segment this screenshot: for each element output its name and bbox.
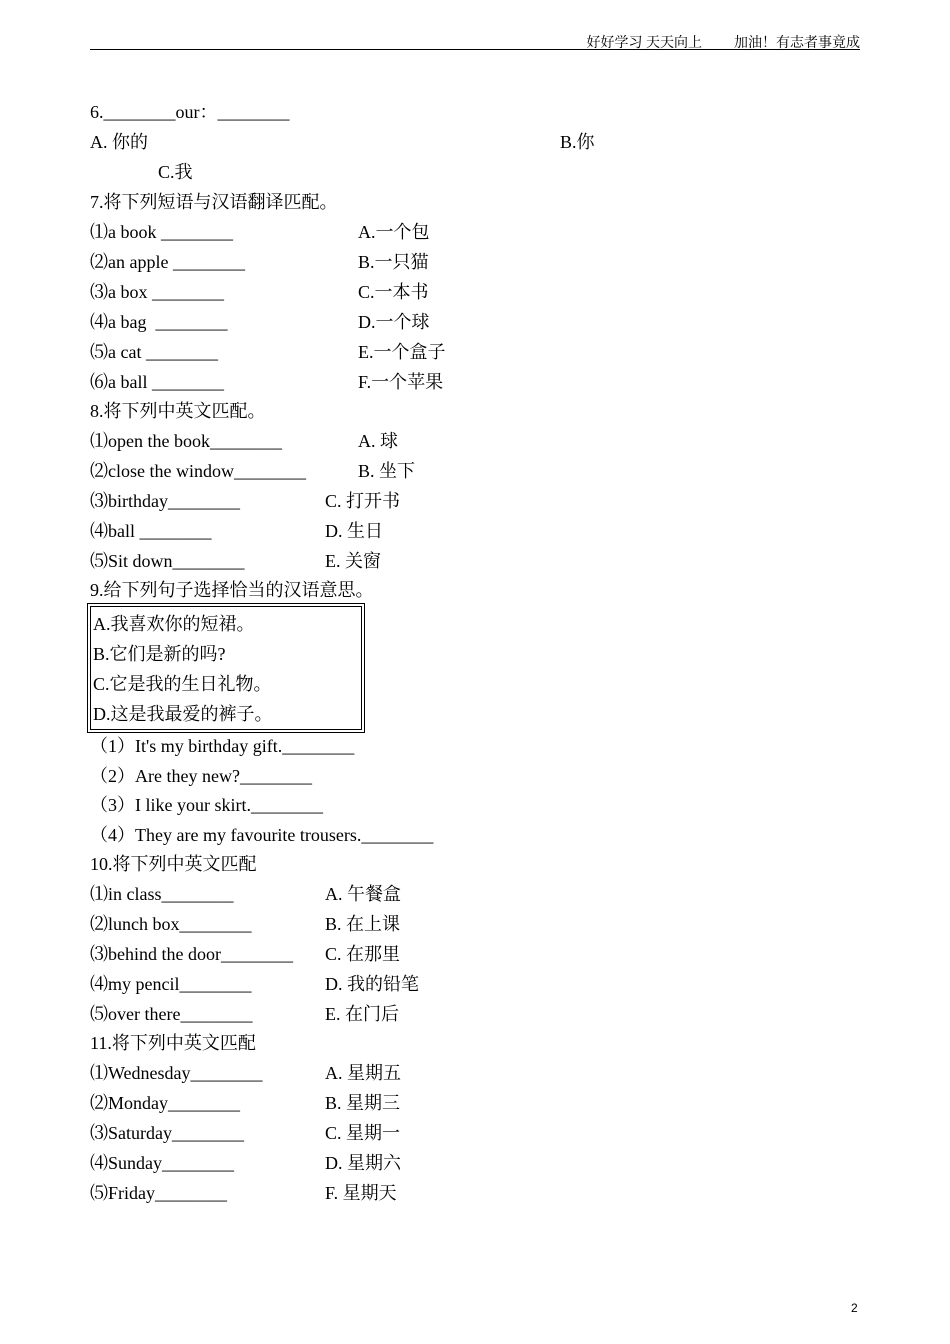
q6-option-c: C.我 <box>158 162 193 182</box>
q10-item-right: C. 在那里 <box>325 944 401 964</box>
q8-item-right: C. 打开书 <box>325 491 401 511</box>
q8-item-right: D. 生日 <box>325 521 383 541</box>
q6-option-a: A. 你的 <box>90 132 148 152</box>
q11-item-left: ⑸Friday________ <box>90 1183 227 1203</box>
q9-item: （3）I like your skirt.________ <box>90 795 323 815</box>
q8-title: 8.将下列中英文匹配。 <box>90 401 266 421</box>
q7-title: 7.将下列短语与汉语翻译匹配。 <box>90 192 338 212</box>
q7-item-left: ⑴a book ________ <box>90 222 233 242</box>
page-number: 2 <box>851 1301 858 1315</box>
q10-item-right: A. 午餐盒 <box>325 884 401 904</box>
header-motto-right: 加油！有志者事竟成 <box>734 36 860 51</box>
q10-item-left: ⑸over there________ <box>90 1004 253 1024</box>
q10-item-left: ⑵lunch box________ <box>90 914 252 934</box>
q8-item-right: A. 球 <box>358 431 398 451</box>
q9-item: （4）They are my favourite trousers.________ <box>90 825 434 845</box>
q10-item-right: B. 在上课 <box>325 914 401 934</box>
q11-item-left: ⑶Saturday________ <box>90 1123 244 1143</box>
q10-item-right: E. 在门后 <box>325 1004 399 1024</box>
q11-title: 11.将下列中英文匹配 <box>90 1033 256 1053</box>
q7-item-right: C.一本书 <box>358 282 429 302</box>
q10-item-left: ⑷my pencil________ <box>90 974 252 994</box>
q10-title: 10.将下列中英文匹配 <box>90 854 257 874</box>
q11-item-right: D. 星期六 <box>325 1153 401 1173</box>
q7-item-right: B.一只猫 <box>358 252 429 272</box>
q11-item-right: B. 星期三 <box>325 1093 401 1113</box>
q7-item-left: ⑷a bag ________ <box>90 312 228 332</box>
q8-item-left: ⑴open the book________ <box>90 431 282 451</box>
q8-item-right: E. 关窗 <box>325 551 381 571</box>
q6-stem: 6.________our：________ <box>90 102 290 122</box>
q9-option: A.我喜欢你的短裙。 <box>93 614 255 634</box>
q11-item-left: ⑷Sunday________ <box>90 1153 234 1173</box>
page-header <box>90 31 860 50</box>
q7-item-left: ⑶a box ________ <box>90 282 224 302</box>
q9-title: 9.给下列句子选择恰当的汉语意思。 <box>90 580 374 600</box>
header-motto-left: 好好学习 天天向上 <box>586 36 702 51</box>
q7-item-left: ⑹a ball ________ <box>90 372 224 392</box>
q8-item-left: ⑸Sit down________ <box>90 551 245 571</box>
q10-item-left: ⑶behind the door________ <box>90 944 293 964</box>
q11-item-right: F. 星期天 <box>325 1183 397 1203</box>
q7-item-right: D.一个球 <box>358 312 430 332</box>
q7-item-left: ⑵an apple ________ <box>90 252 245 272</box>
q10-item-right: D. 我的铅笔 <box>325 974 419 994</box>
q8-item-left: ⑵close the window________ <box>90 461 306 481</box>
q9-option: D.这是我最爱的裤子。 <box>93 704 273 724</box>
q10-item-left: ⑴in class________ <box>90 884 234 904</box>
q9-option: B.它们是新的吗? <box>93 644 226 664</box>
q11-item-right: C. 星期一 <box>325 1123 401 1143</box>
q8-item-left: ⑷ball ________ <box>90 521 212 541</box>
q6-option-b: B.你 <box>560 132 595 152</box>
q9-item: （1）It's my birthday gift.________ <box>90 736 355 756</box>
q7-item-right: A.一个包 <box>358 222 430 242</box>
q11-item-left: ⑵Monday________ <box>90 1093 240 1113</box>
q9-item: （2）Are they new?________ <box>90 766 312 786</box>
q9-option: C.它是我的生日礼物。 <box>93 674 272 694</box>
q11-item-left: ⑴Wednesday________ <box>90 1063 263 1083</box>
q7-item-right: F.一个苹果 <box>358 372 444 392</box>
q11-item-right: A. 星期五 <box>325 1063 401 1083</box>
q8-item-right: B. 坐下 <box>358 461 416 481</box>
q8-item-left: ⑶birthday________ <box>90 491 240 511</box>
q7-item-right: E.一个盒子 <box>358 342 446 362</box>
q7-item-left: ⑸a cat ________ <box>90 342 218 362</box>
